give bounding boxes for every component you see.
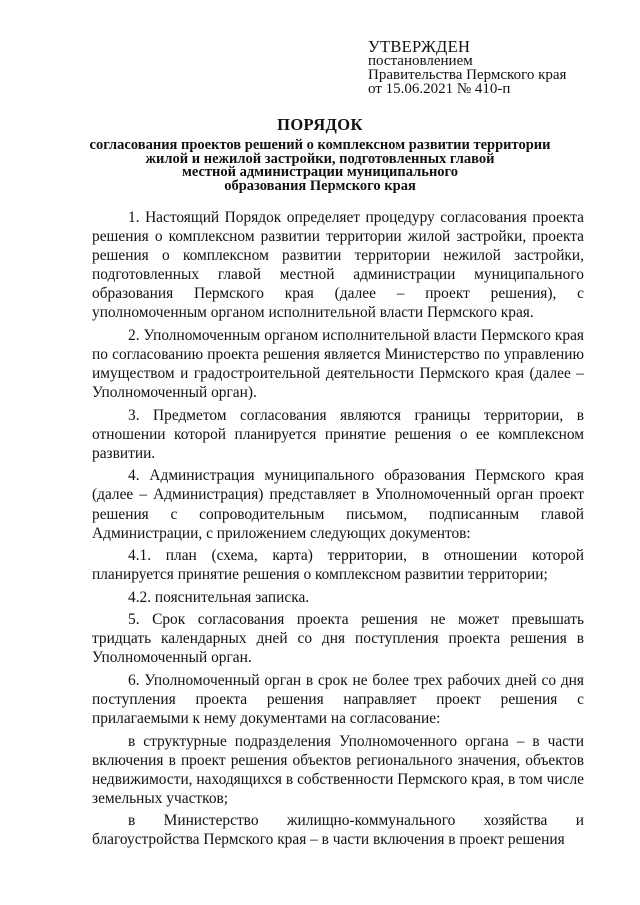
paragraph-6: 6. Уполномоченный орган в срок не более трех рабочих дней со дня поступления проекта решения направляет проект решения с прилагаемыми к нему документами на согласование:: [92, 671, 584, 728]
paragraph-1: 1. Настоящий Порядок определяет процедуру согласования проекта решения о комплексном развитии территории жилой застройки, проекта решения о комплексном развитии территории нежилой застройки, подготовленных главой местной администрации муниципального образования Пермского края (далее – проект решения), с уполномоченным органом исполнительной власти Пермского края.: [92, 209, 584, 322]
document-subtitle: [60, 139, 580, 193]
subtitle-line: образования Пермского края: [224, 177, 416, 194]
approval-title: УТВЕРЖДЕН: [368, 37, 471, 56]
subtitle-line: жилой и нежилой застройки, подготовленных главой: [145, 150, 495, 167]
document-title: ПОРЯДОК: [277, 115, 363, 134]
paragraph-4-1: 4.1. план (схема, карта) территории, в отношении которой планируется принятие решения о комплексном развитии территории;: [92, 547, 584, 584]
document-body: [92, 208, 584, 853]
paragraph-4: 4. Администрация муниципального образования Пермского края (далее – Администрация) представляет в Уполномоченный орган проект решения с сопроводительным письмом, подписанным главой Администрации, с приложением следующих документов:: [92, 467, 584, 542]
subtitle-line: местной администрации муниципального: [181, 164, 459, 180]
subtitle-line: согласования проектов решений о комплексном развитии территории: [89, 137, 551, 153]
paragraph-6-item-2: в Министерство жилищно-коммунального хозяйства и благоустройства Пермского края – в части включения в проект решения: [92, 812, 584, 849]
paragraph-3: 3. Предметом согласования являются границы территории, в отношении которой планируется принятие решения о ее комплексном развитии.: [92, 406, 584, 462]
approval-line-3: от 15.06.2021 № 410-п: [368, 81, 511, 97]
approval-stamp: [368, 37, 567, 97]
paragraph-4-2: 4.2. пояснительная записка.: [128, 588, 310, 606]
paragraph-2: 2. Уполномоченным органом исполнительной власти Пермского края по согласованию проекта решения является Министерство по управлению имуществом и градостроительной деятельности Пермского края (далее – Уполномоченный орган).: [92, 326, 584, 402]
approval-line-2: Правительства Пермского края: [368, 67, 567, 83]
approval-line-1: постановлением: [368, 53, 473, 69]
paragraph-5: 5. Срок согласования проекта решения не может превышать тридцать календарных дней со дня поступления проекта решения в Уполномоченный орган.: [92, 611, 584, 667]
paragraph-6-item-1: в структурные подразделения Уполномоченного органа – в части включения в проект решения объектов регионального значения, объектов недвижимости, находящихся в собственности Пермского края, в том числе земельных участков;: [92, 732, 584, 807]
